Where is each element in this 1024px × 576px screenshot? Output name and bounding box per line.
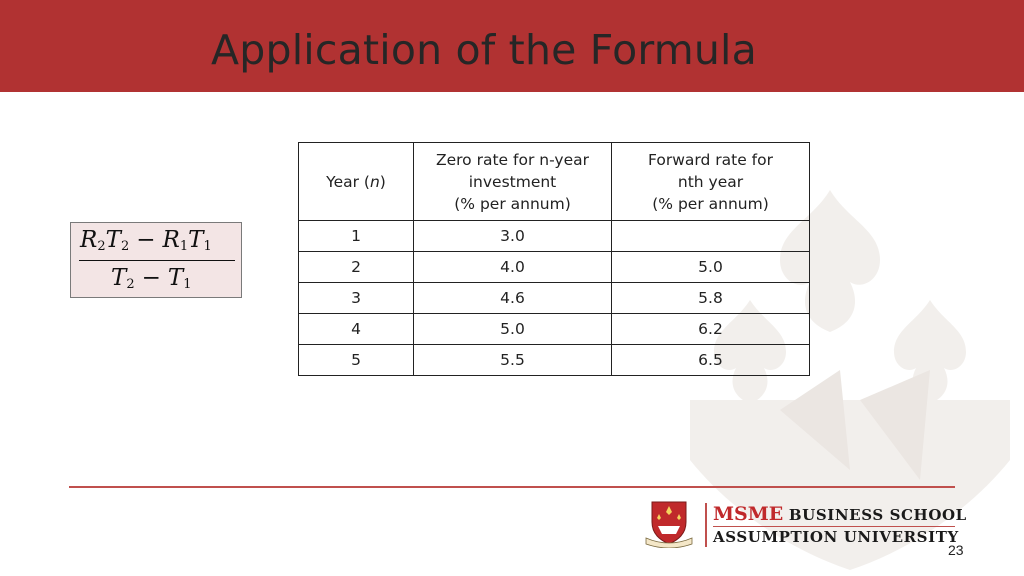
- header-text: (% per annum): [652, 194, 769, 213]
- cell-forward-rate: 5.0: [612, 252, 810, 283]
- cell-forward-rate: [612, 221, 810, 252]
- header-text: (% per annum): [454, 194, 571, 213]
- formula-box: [70, 222, 242, 298]
- cell-zero-rate: 4.0: [414, 252, 612, 283]
- formula-var: R: [80, 227, 98, 253]
- table-row: [299, 252, 810, 283]
- cell-year: 5: [299, 345, 414, 376]
- table-row: [299, 283, 810, 314]
- cell-zero-rate: 4.6: [414, 283, 612, 314]
- cell-forward-rate: 6.5: [612, 345, 810, 376]
- table-row: [299, 345, 810, 376]
- header-text: Year (: [326, 172, 370, 191]
- header-text: nth year: [677, 172, 744, 191]
- header-text: Forward rate for: [648, 150, 773, 169]
- cell-year: 2: [299, 252, 414, 283]
- formula-var: T: [105, 227, 121, 253]
- rates-table: [298, 142, 810, 376]
- formula-operator: −: [141, 265, 161, 291]
- cell-year: 1: [299, 221, 414, 252]
- brand-business-school: BUSINESS SCHOOL: [788, 506, 967, 524]
- brand-divider: [705, 503, 707, 547]
- brand-name: [713, 503, 967, 525]
- formula-numerator: [80, 227, 212, 254]
- brand-university: ASSUMPTION UNIVERSITY: [713, 528, 959, 546]
- formula-sub: 2: [97, 239, 106, 254]
- formula-sub: 2: [126, 277, 135, 292]
- formula-var: T: [167, 265, 184, 291]
- university-crest-icon: [642, 500, 696, 548]
- formula-var: T: [111, 265, 127, 291]
- header-text: ): [379, 172, 386, 191]
- formula-denominator: [111, 265, 192, 292]
- formula-sub: 1: [179, 239, 189, 254]
- formula-sub: 1: [203, 239, 212, 254]
- formula-operator: −: [136, 227, 156, 253]
- header-text: investment: [468, 172, 557, 191]
- slide-title: Application of the Formula: [211, 26, 757, 74]
- cell-forward-rate: 6.2: [612, 314, 810, 345]
- fraction-bar: [79, 260, 235, 261]
- cell-year: 3: [299, 283, 414, 314]
- header-forward-rate: [612, 143, 810, 221]
- cell-forward-rate: 5.8: [612, 283, 810, 314]
- formula-sub: 2: [120, 239, 130, 254]
- page-number: 23: [948, 542, 964, 558]
- brand-underline: [713, 526, 955, 527]
- formula-var: R: [162, 227, 180, 253]
- table-header-row: [299, 143, 810, 221]
- cell-zero-rate: 3.0: [414, 221, 612, 252]
- footer-divider: [69, 486, 955, 488]
- formula-sub: 1: [183, 277, 192, 292]
- header-year: [299, 143, 414, 221]
- cell-zero-rate: 5.5: [414, 345, 612, 376]
- brand-msme: MSME: [713, 503, 784, 525]
- header-zero-rate: [414, 143, 612, 221]
- table-row: [299, 221, 810, 252]
- header-var: n: [369, 172, 380, 191]
- formula-var: T: [188, 227, 204, 253]
- table-row: [299, 314, 810, 345]
- cell-zero-rate: 5.0: [414, 314, 612, 345]
- header-text: Zero rate for n-year: [436, 150, 589, 169]
- cell-year: 4: [299, 314, 414, 345]
